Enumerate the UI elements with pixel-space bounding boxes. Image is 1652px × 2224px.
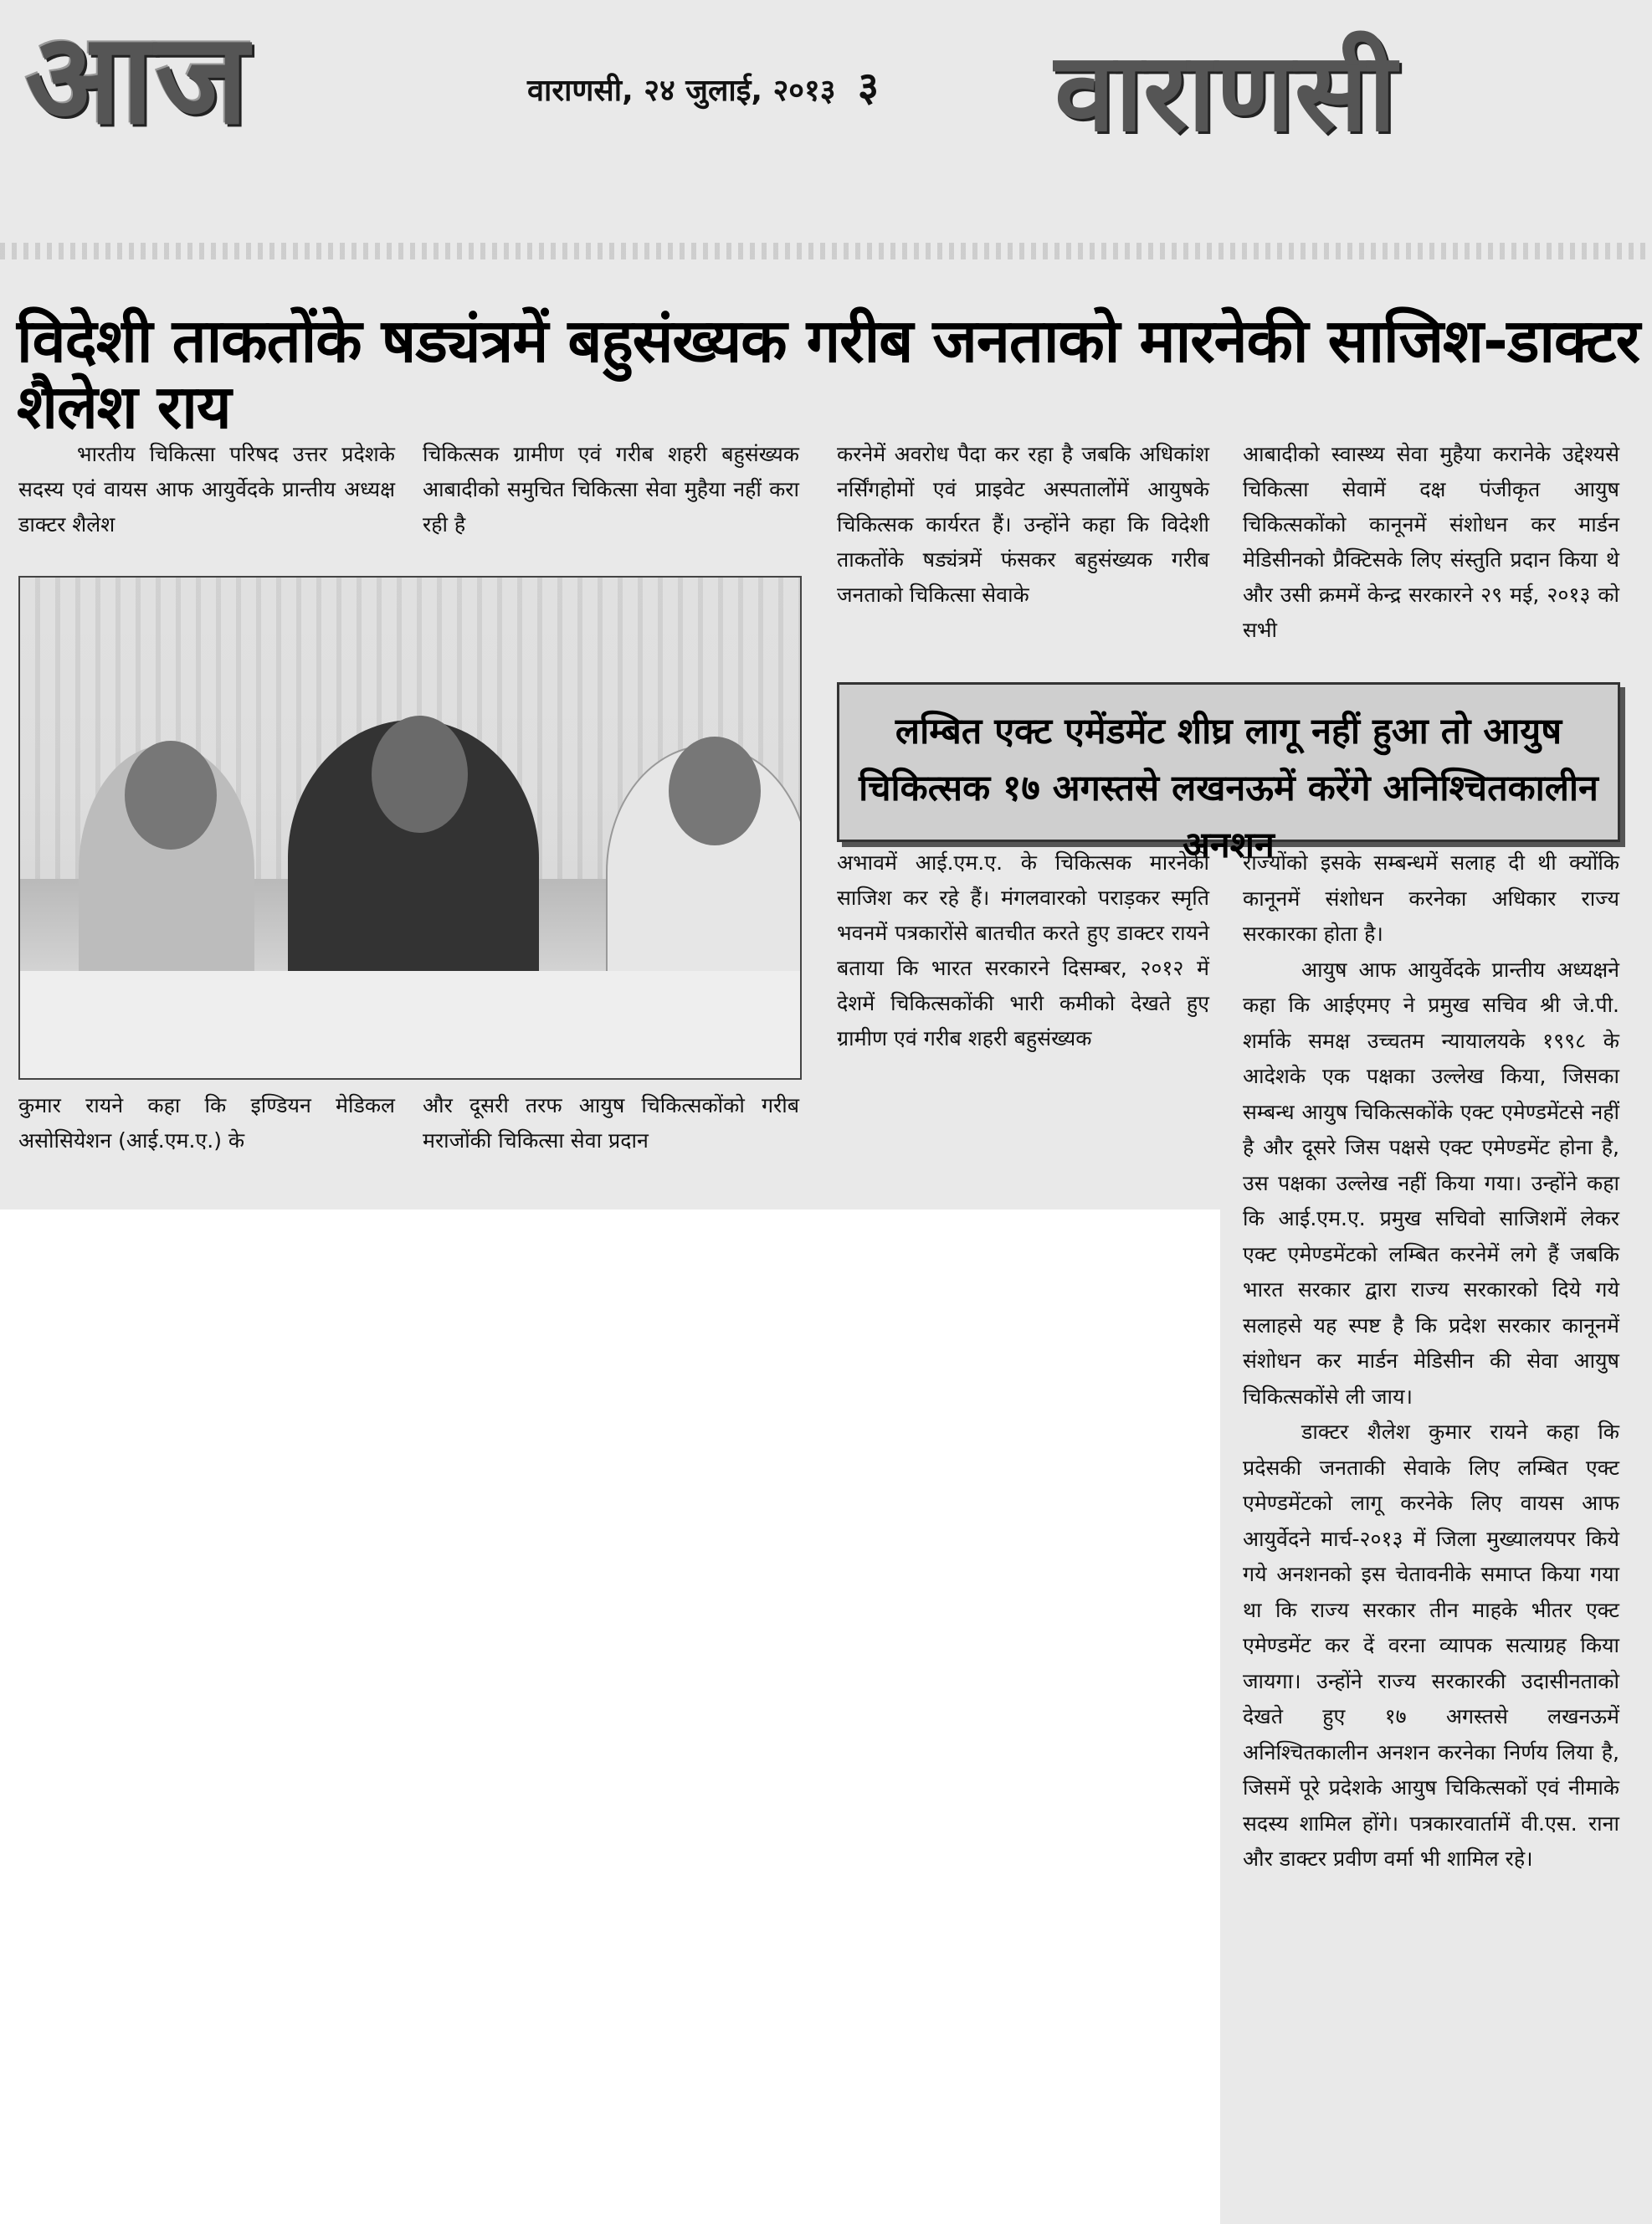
masthead [0, 0, 1652, 197]
paragraph: करनेमें अवरोध पैदा कर रहा है जबकि अधिकांश नर्सिंगहोमों एवं प्राइवेट अस्पतालोंमें आयुषके चिकित्सक कार्यरत हैं। उन्होंने कहा कि विदेशी ताकतोंके षड्यंत्रमें फंसकर बहुसंख्यक गरीब जनताको चिकित्सा सेवाके [837, 442, 1209, 607]
paragraph: आयुष आफ आयुर्वेदके प्रान्तीय अध्यक्षने कहा कि आईएमए ने प्रमुख सचिव श्री जे.पी. शर्माके समक्ष उच्चतम न्यायालयके १९९८ के आदेशके एक पक्षका उल्लेख किया, जिसका सम्बन्ध आयुष चिकित्सकोंके एक्ट एमेण्डमेंटसे नहीं है और दूसरे जिस पक्षसे एक्ट एमेण्डमेंट होना है, उस पक्षका उल्लेख नहीं किया गया। उन्होंने कहा कि आई.एम.ए. प्रमुख सचिवो साजिशमें लेकर एक्ट एमेण्डमेंटको लम्बित करनेमें लगे हैं जबकि भारत सरकार द्वारा राज्य सरकारको दिये गये सलाहसे यह स्पष्ट है कि प्रदेश सरकार कानूनमें संशोधन कर मार्डन मेडिसीन की सेवा आयुष चिकित्सकोंसे ली जाय। [1243, 957, 1619, 1409]
paragraph: और दूसरी तरफ आयुष चिकित्सकोंको गरीब मराजोंकी चिकित्सा सेवा प्रदान [423, 1093, 799, 1153]
column-2-bottom [423, 1088, 799, 1158]
column-1-top [18, 437, 395, 542]
press-conference-photo [18, 576, 802, 1080]
column-4-top [1243, 437, 1619, 648]
dateline-text: वाराणसी, २४ जुलाई, २०१३ [527, 74, 836, 108]
column-3-top [837, 437, 1209, 613]
city-title: वाराणसी [1054, 28, 1397, 156]
photo-table [20, 971, 800, 1078]
page-number: ३ [858, 64, 879, 110]
column-3-bottom [837, 845, 1209, 1056]
divider-rule [0, 243, 1652, 259]
paragraph: आबादीको स्वास्थ्य सेवा मुहैया करानेके उद्देश्यसे चिकित्सा सेवामें दक्ष पंजीकृत आयुष चिकित्सकोंको कानूनमें संशोधन कर मार्डन मेडिसीनको प्रैक्टिसके लिए संस्तुति प्रदान किया थे और उसी क्रममें केन्द्र सरकारने २९ मई, २०१३ को सभी [1243, 442, 1619, 642]
paragraph: राज्योंको इसके सम्बन्धमें सलाह दी थी क्योंकि कानूनमें संशोधन करनेका अधिकार राज्य सरकारका होता है। [1243, 850, 1619, 946]
column-4-continued [1243, 845, 1619, 1877]
column-1-bottom [18, 1088, 395, 1158]
paragraph: भारतीय चिकित्सा परिषद उत्तर प्रदेशके सदस्य एवं वायस आफ आयुर्वेदके प्रान्तीय अध्यक्ष डाक्टर शैलेश [18, 442, 395, 537]
headline: विदेशी ताकतोंके षड्यंत्रमें बहुसंख्यक गरीब जनताको मारनेकी साजिश-डाक्टर शैलेश राय [17, 306, 1640, 443]
photo-head-right [669, 737, 761, 845]
column-2-top [423, 437, 799, 542]
pull-quote-text: लम्बित एक्ट एमेंडमेंट शीघ्र लागू नहीं हुआ तो आयुष चिकित्सक १७ अगस्तसे लखनऊमें करेंगे अनिश्चितकालीन अनशन [859, 711, 1598, 866]
paragraph: डाक्टर शैलेश कुमार रायने कहा कि प्रदेसकी जनताकी सेवाके लिए लम्बित एक्ट एमेण्डमेंटको लागू करनेके लिए वायस आफ आयुर्वेदने मार्च-२०१३ में जिला मुख्यालयपर किये गये अनशनको इस चेतावनीके समाप्त किया गया था कि राज्य सरकार तीन माहके भीतर एक्ट एमेण्डमेंट कर दें वरना व्यापक सत्याग्रह किया जायगा। उन्होंने राज्य सरकारकी उदासीनताको देखते हुए १७ अगस्तसे लखनऊमें अनिश्चितकालीन अनशन करनेका निर्णय लिया है, जिसमें पूरे प्रदेशके आयुष चिकित्सकों एवं नीमाके सदस्य शामिल होंगे। पत्रकारवार्तामें वी.एस. राना और डाक्टर प्रवीण वर्मा भी शामिल रहे। [1243, 1420, 1619, 1871]
photo-head-center [372, 716, 468, 833]
photo-head-left [125, 741, 217, 850]
pull-quote-box [837, 682, 1620, 866]
dateline [527, 64, 879, 110]
paragraph: चिकित्सक ग्रामीण एवं गरीब शहरी बहुसंख्यक आबादीको समुचित चिकित्सा सेवा मुहैया नहीं करा रही है [423, 442, 799, 537]
newspaper-logo: आज [25, 7, 250, 152]
paragraph: अभावमें आई.एम.ए. के चिकित्सक मारनेकी साजिश कर रहे हैं। मंगलवारको पराड़कर स्मृति भवनमें पत्रकारोंसे बातचीत करते हुए डाक्टर रायने बताया कि भारत सरकारने दिसम्बर, २०१२ में देशमें चिकित्सकोंकी भारी कमीको देखते हुए ग्रामीण एवं गरीब शहरी बहुसंख्यक [837, 850, 1209, 1050]
paragraph: कुमार रायने कहा कि इण्डियन मेडिकल असोसियेशन (आई.एम.ए.) के [18, 1093, 395, 1153]
